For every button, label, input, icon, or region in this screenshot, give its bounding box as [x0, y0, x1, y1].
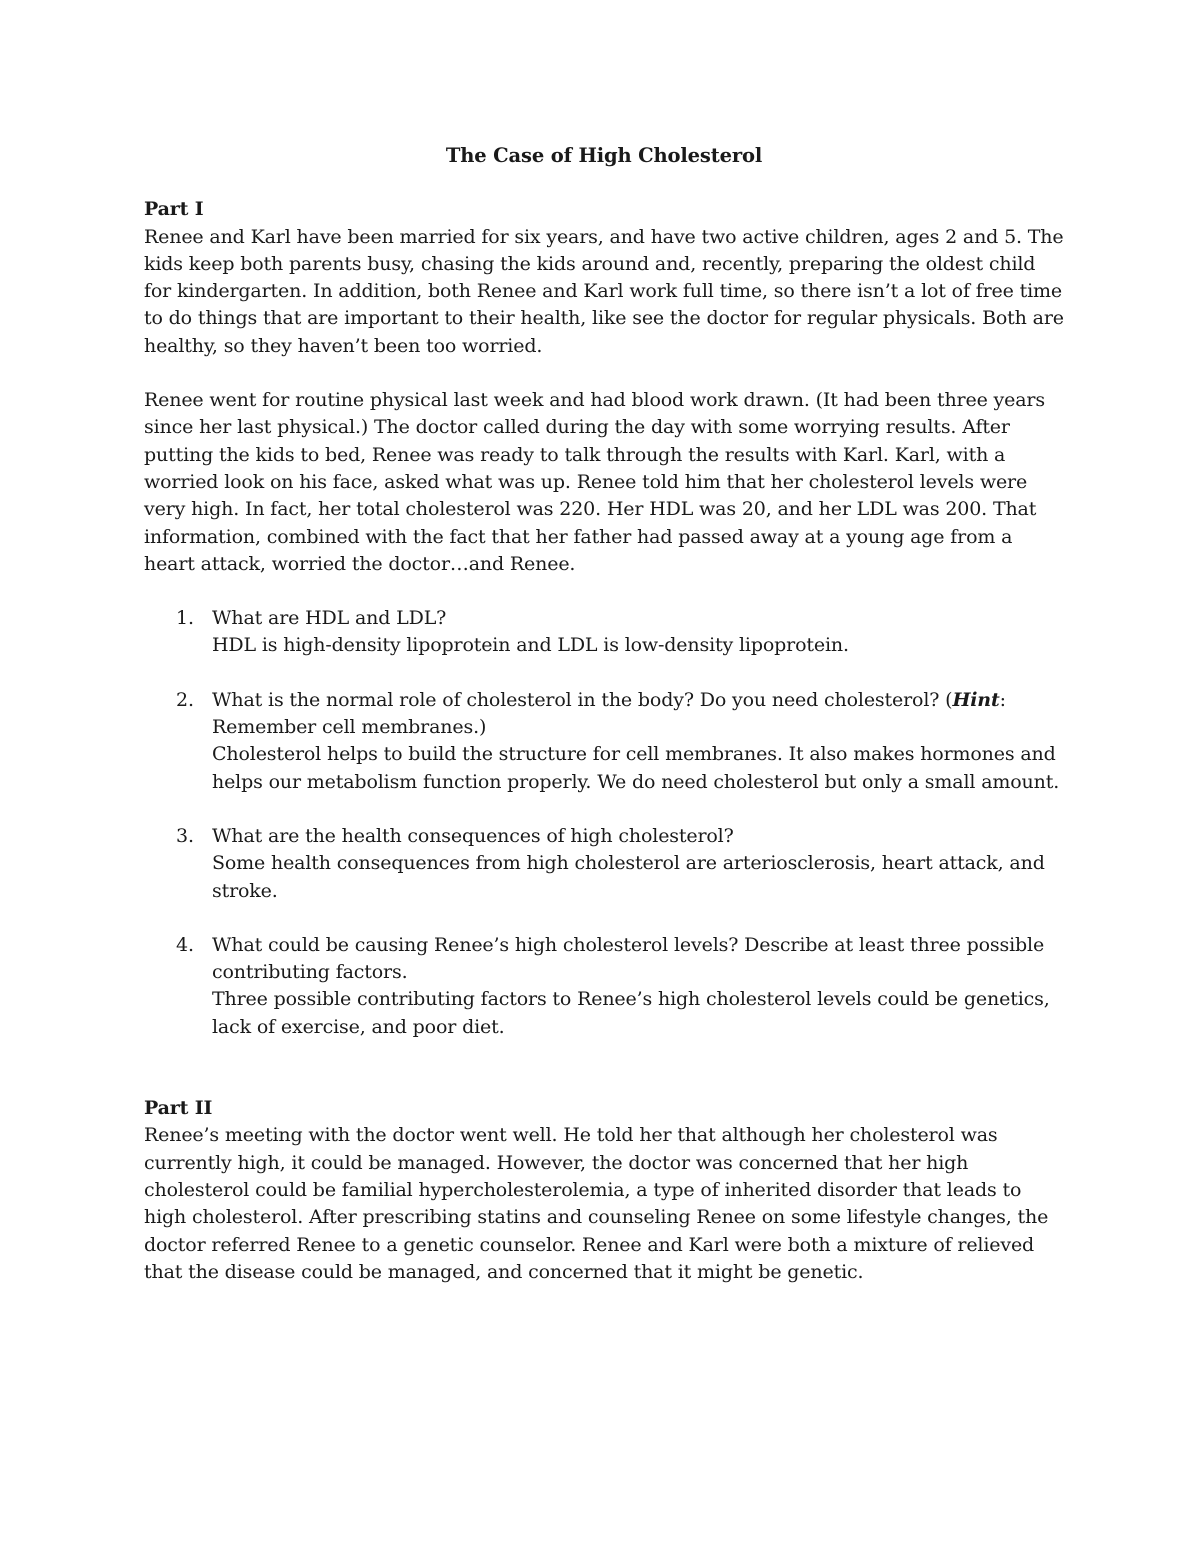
question-number: 3.: [176, 824, 194, 847]
question-item-4: [144, 932, 1064, 1041]
question-number: 4.: [176, 933, 194, 956]
question-text: [212, 687, 1064, 742]
question-text-end: : Remember cell membranes.): [212, 688, 1006, 739]
answer-text: HDL is high-density lipoprotein and LDL is low-density lipoprotein.: [212, 634, 849, 657]
part-1-paragraph-1: Renee and Karl have been married for six years, and have two active children, ages 2 and 5. The kids keep both parents busy, chasing the kids around and, recently, preparing the oldest child for kindergarten. In addition, both Renee and Karl work full time, so there isn’t a lot of free time to do things that are important to their health, like see the doctor for regular physicals. Both are healthy, so they haven’t been too worried.: [144, 225, 1064, 357]
paragraph-gap: [144, 360, 1064, 387]
question-text: What are the health consequences of high cholesterol?: [212, 824, 734, 847]
part-1-heading: Part I: [144, 198, 204, 221]
answer-text: Some health consequences from high cholesterol are arteriosclerosis, heart attack, and stroke.: [212, 852, 1045, 902]
paragraph-gap: [144, 578, 1064, 605]
question-text: What could be causing Renee’s high cholesterol levels? Describe at least three possible contributing factors.: [212, 933, 1045, 984]
document-page: [144, 142, 1064, 1286]
hint-label: Hint: [952, 688, 1000, 711]
part-1-paragraph-2: Renee went for routine physical last week and had blood work drawn. (It had been three years since her last physical.) The doctor called during the day with some worrying results. After putting the kids to bed, Renee was ready to talk through the results with Karl. Karl, with a worried look on his face, asked what was up. Renee told him that her cholesterol levels were very high. In fact, her total cholesterol was 220. Her HDL was 20, and her LDL was 200. That information, combined with the fact that her father had passed away at a young age from a heart attack, worried the doctor…and Renee.: [144, 389, 1045, 575]
question-item-1: [144, 605, 1064, 660]
question-text-start: What is the normal role of cholesterol in the body? Do you need cholesterol? (: [212, 688, 953, 711]
question-number: 2.: [176, 688, 194, 711]
answer-text: Three possible contributing factors to Renee’s high cholesterol levels could be genetics, lack of exercise, and poor diet.: [212, 988, 1050, 1038]
answer-text: Cholesterol helps to build the structure for cell membranes. It also makes hormones and helps our metabolism function properly. We do need cholesterol but only a small amount.: [212, 743, 1060, 793]
question-text: What are HDL and LDL?: [212, 607, 447, 630]
question-item-2: [144, 687, 1064, 796]
question-item-3: [144, 823, 1064, 905]
part-2-paragraph-1: Renee’s meeting with the doctor went well. He told her that although her cholesterol was currently high, it could be managed. However, the doctor was concerned that her high cholesterol could be familial hypercholesterolemia, a type of inherited disorder that leads to high cholesterol. After prescribing statins and counseling Renee on some lifestyle changes, the doctor referred Renee to a genetic counselor. Renee and Karl were both a mixture of relieved that the disease could be managed, and concerned that it might be genetic.: [144, 1124, 1049, 1283]
section-gap: [144, 1068, 1064, 1095]
document-title: The Case of High Cholesterol: [445, 144, 763, 167]
part-2-heading: Part II: [144, 1097, 213, 1120]
question-number: 1.: [176, 607, 194, 630]
question-list: [144, 605, 1064, 1041]
